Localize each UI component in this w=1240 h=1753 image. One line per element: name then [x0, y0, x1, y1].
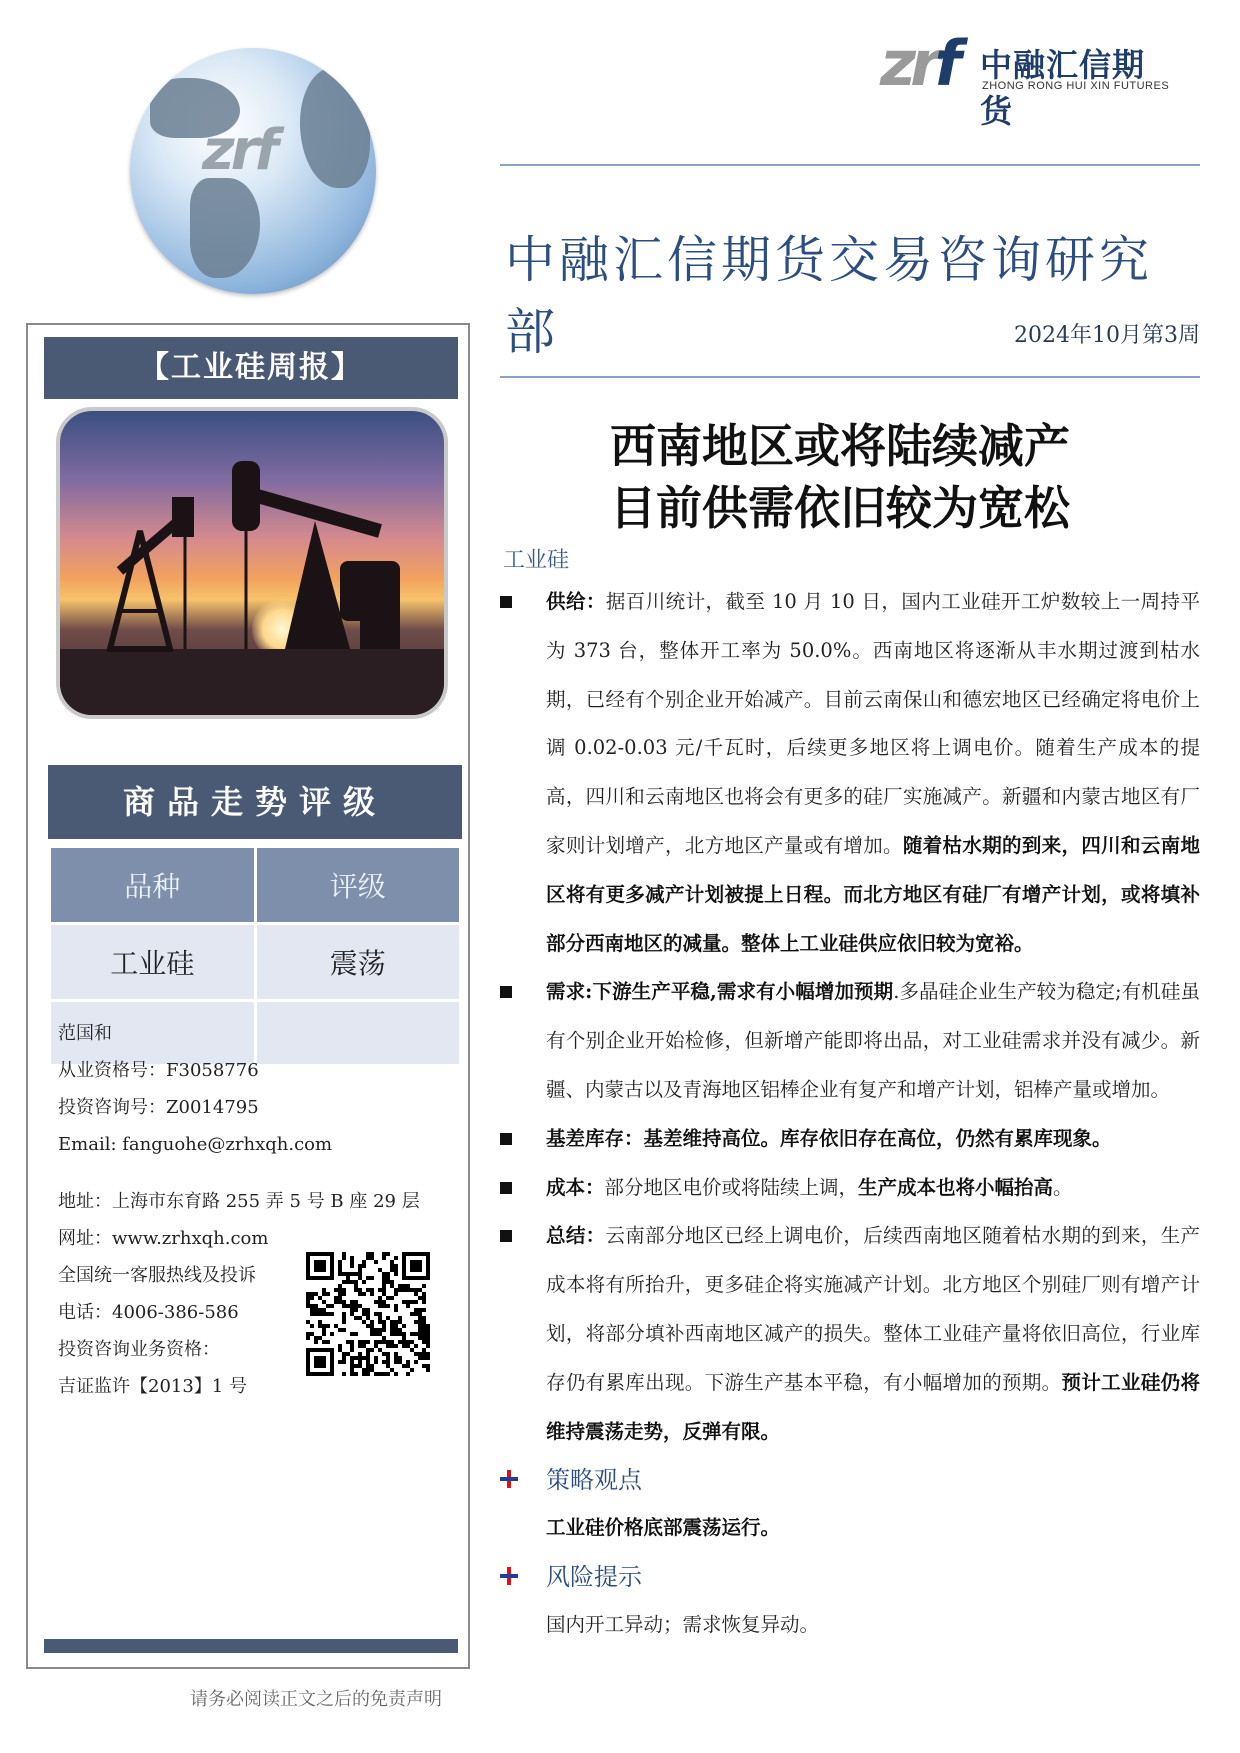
cell-commodity: 工业硅 [51, 925, 254, 999]
analyst-license: 从业资格号：F3058776 [58, 1060, 259, 1081]
cost-end: 。 [1053, 1175, 1073, 1199]
company-hotline-label: 全国统一客服热线及投诉 [58, 1265, 256, 1286]
globe-image [130, 48, 376, 294]
summary-label: 总结： [546, 1224, 606, 1248]
strategy-text: 工业硅价格底部震荡运行。 [546, 1516, 781, 1540]
section-tag: 工业硅 [503, 548, 570, 573]
headline-line-1: 西南地区或将陆续减产 [610, 419, 1070, 473]
supply-emphasis: 随着枯水期的到来，四川和云南地区将有更多减产计划被提上日程。而北方地区有硅厂有增产计划，或将填补部分西南地区的减量。整体上工业硅供应依旧较为宽裕。 [546, 833, 1200, 955]
globe-logo: zrf [202, 118, 275, 183]
bullet-plus-icon [500, 1567, 518, 1585]
header-rating: 评级 [257, 848, 460, 922]
strategy-heading: 策略观点 [500, 1456, 1200, 1504]
supply-text: 据百川统计，截至 10 月 10 日，国内工业硅开工炉数较上一周持平为 373 台，整体开工率为 50.0%。西南地区将逐渐从丰水期过渡到枯水期，已经有个别企业开始减产。目前云南保山和德宏地区已经确定将电价上调 0.02-0.03 元/千瓦时，后续更多地区将上调电价。随着生产成本的提高，四川和云南地区也将会有更多的硅厂实施减产。新疆和内蒙古地区有厂家则计划增产，北方地区产量或有增加。 [546, 590, 1200, 857]
header-divider [500, 164, 1200, 166]
brand-mark: zrf [880, 27, 956, 100]
demand-text: .多晶硅企业生产较为稳定;有机硅虽有个别企业开始检修，但新增产能即将出品，对工业硅需求并没有减少。新疆、内蒙古以及青海地区铝棒企业有复产和增产计划，铝棒产量或增加。 [546, 980, 1200, 1101]
analyst-email[interactable]: Email: fanguohe@zrhxqh.com [58, 1134, 333, 1155]
oil-pump-photo [56, 407, 448, 719]
header-commodity: 品种 [51, 848, 254, 922]
pumpjack-silhouettes [60, 411, 444, 715]
cost-section [500, 1164, 1200, 1213]
analyst-consult-id: 投资咨询号：Z0014795 [58, 1097, 259, 1118]
risk-text: 国内开工异动；需求恢复异动。 [546, 1613, 820, 1637]
headline [540, 415, 1140, 539]
sidebar [26, 323, 470, 1669]
company-qualification-label: 投资咨询业务资格： [58, 1339, 220, 1360]
qr-code [306, 1252, 430, 1376]
analyst-info [58, 1015, 332, 1163]
headline-line-2: 目前供需依旧较为宽松 [610, 481, 1070, 535]
supply-section [500, 578, 1200, 968]
date-divider [500, 376, 1200, 378]
report-body [500, 578, 1200, 1650]
report-title: 【工业硅周报】 [44, 337, 458, 399]
table-row [51, 925, 459, 999]
company-hotline: 电话：4006-386-586 [58, 1302, 239, 1323]
cost-text: 部分地区电价或将陆续上调， [604, 1175, 859, 1199]
cost-emphasis: 生产成本也将小幅抬高 [858, 1175, 1054, 1199]
demand-emphasis: 需求:下游生产平稳,需求有小幅增加预期 [546, 980, 894, 1004]
summary-text: 云南部分地区已经上调电价，后续西南地区随着枯水期的到来，生产成本将有所抬升，更多硅企将实施减产计划。北方地区个别硅厂则有增产计划，将部分填补西南地区减产的损失。整体工业硅产量将依旧高位，行业库存仍有累库出现。下游生产基本平稳，有小幅增加的预期。 [546, 1224, 1200, 1394]
cell-rating: 震荡 [257, 925, 460, 999]
report-date: 2024年10月第3周 [1014, 323, 1200, 348]
basis-emphasis: 基差维持高位。库存依旧存在高位，仍然有累库现象。 [643, 1126, 1112, 1150]
bullet-plus-icon [500, 1470, 518, 1488]
brand-logo [880, 27, 1170, 130]
basis-section [500, 1115, 1200, 1164]
company-address: 地址：上海市东育路 255 弄 5 号 B 座 29 层 [58, 1191, 420, 1212]
brand-name-cn: 中融汇信期货 [980, 46, 1146, 130]
company-qualification: 吉证监许【2013】1 号 [58, 1376, 247, 1397]
supply-label: 供给： [546, 590, 606, 613]
risk-heading: 风险提示 [500, 1553, 1200, 1601]
sidebar-footer-bar [44, 1639, 458, 1653]
brand-name-en: ZHONG RONG HUI XIN FUTURES [982, 80, 1170, 92]
basis-label: 基差库存： [546, 1126, 644, 1150]
summary-section [500, 1212, 1200, 1456]
company-website[interactable]: 网址：www.zrhxqh.com [58, 1228, 269, 1249]
rating-table-header [51, 848, 459, 922]
demand-section [500, 968, 1200, 1114]
summary-emphasis: 预计工业硅仍将维持震荡走势，反弹有限。 [546, 1370, 1200, 1443]
org-title: 中融汇信期货交易咨询研究部 [505, 231, 1153, 361]
disclaimer: 请务必阅读正文之后的免责声明 [190, 1689, 442, 1710]
cost-label: 成本： [546, 1175, 605, 1199]
rating-title: 商品走势评级 [48, 765, 462, 839]
analyst-name: 范国和 [58, 1023, 112, 1044]
